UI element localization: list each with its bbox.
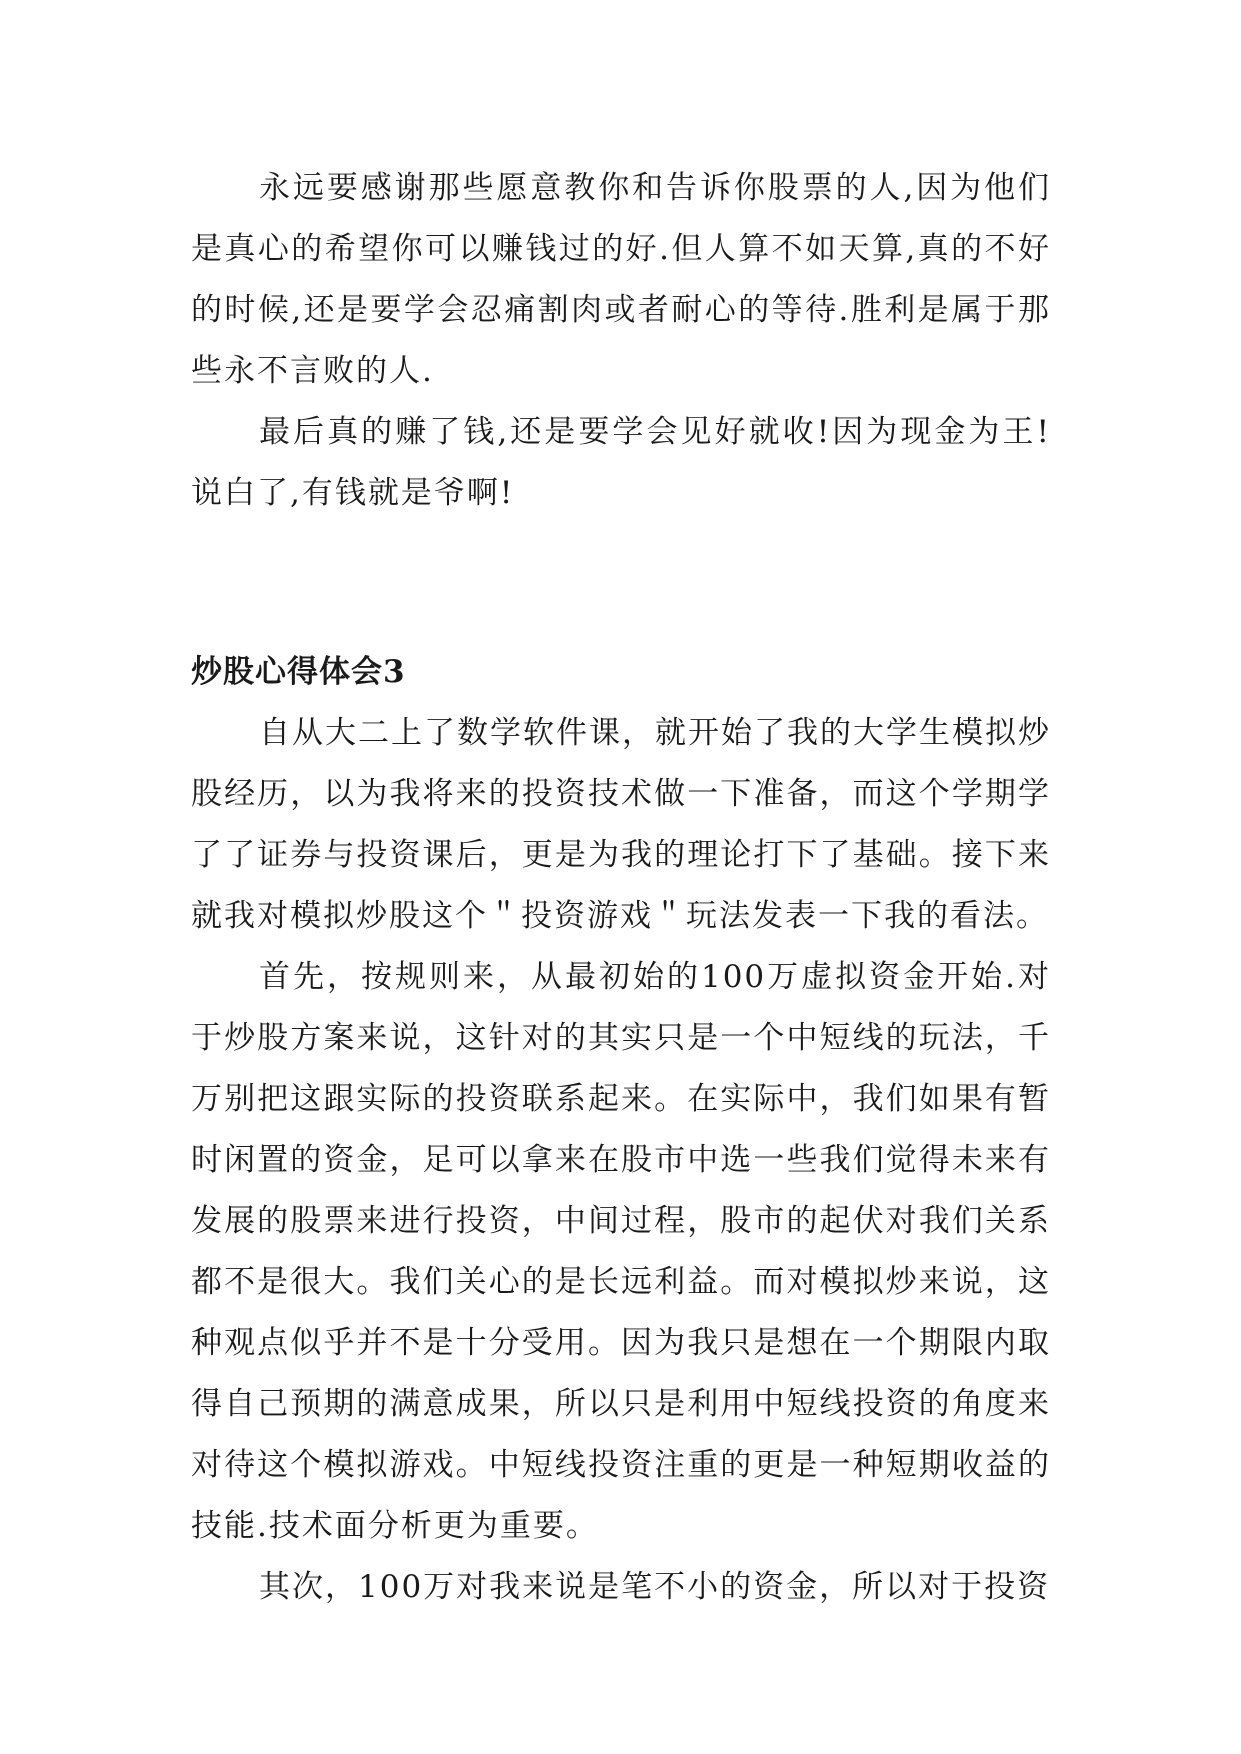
section-title: 炒股心得体会3 — [191, 654, 406, 690]
paragraph-second-point: 其次，100万对我来说是笔不小的资金，所以对于投资 — [259, 1569, 1051, 1605]
paragraph-intro: 自从大二上了数学软件课，就开始了我的大学生模拟炒股经历，以为我将来的投资技术做一下准备，而这个学期学了了证券与投资课后，更是为我的理论打下了基础。接下来就我对模拟炒股这个＂投资游戏＂玩法发表一下我的看法。 — [191, 715, 1051, 934]
paragraph-cash-is-king: 最后真的赚了钱,还是要学会见好就收!因为现金为王!说白了,有钱就是爷啊! — [191, 414, 1051, 511]
paragraph-first-point: 首先，按规则来，从最初始的100万虚拟资金开始.对于炒股方案来说，这针对的其实只是一个中短线的玩法，千万别把这跟实际的投资联系起来。在实际中，我们如果有暂时闲置的资金，足可以拿来在股市中选一些我们觉得未来有发展的股票来进行投资，中间过程，股市的起伏对我们关系都不是很大。我们关心的是长远利益。而对模拟炒来说，这种观点似乎并不是十分受用。因为我只是想在一个期限内取得自己预期的满意成果，所以只是利用中短线投资的角度来对待这个模拟游戏。中短线投资注重的更是一种短期收益的技能.技术面分析更为重要。 — [191, 959, 1051, 1544]
document-body — [191, 158, 1051, 1618]
paragraph-gratitude: 永远要感谢那些愿意教你和告诉你股票的人,因为他们是真心的希望你可以赚钱过的好.但人算不如天算,真的不好的时候,还是要学会忍痛割肉或者耐心的等待.胜利是属于那些永不言败的人. — [191, 170, 1051, 389]
